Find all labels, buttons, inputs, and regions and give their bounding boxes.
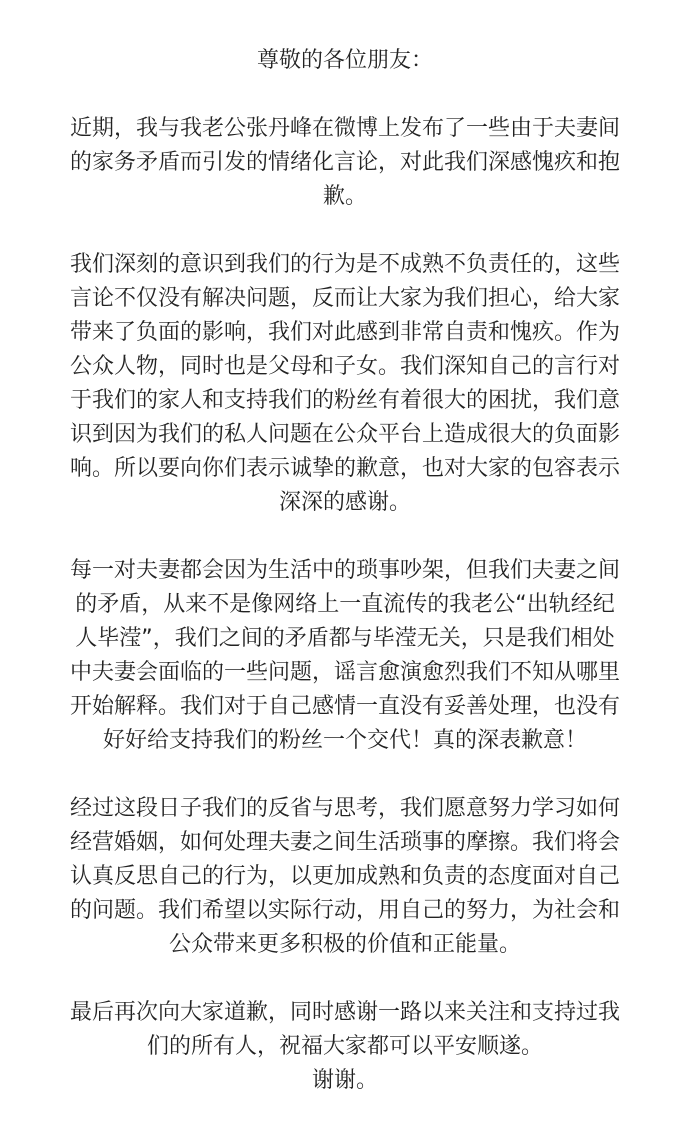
- text-line: 认真反思自己的行为，以更加成熟和负责的态度面对自己: [69, 864, 620, 889]
- paragraph-2: [34, 248, 656, 520]
- text-line: 深深的感谢。: [278, 490, 411, 515]
- text-line: 经过这段日子我们的反省与思考，我们愿意努力学习如何: [69, 796, 620, 821]
- text-line: 于我们的家人和支持我们的粉丝有着很大的困扰，我们意: [69, 388, 620, 413]
- text-line: 好好给支持我们的粉丝一个交代！真的深表歉意！: [102, 728, 587, 753]
- text-line: 带来了负面的影响，我们对此感到非常自责和愧疚。作为: [69, 320, 620, 345]
- text-line: 识到因为我们的私人问题在公众平台上造成很大的负面影: [69, 422, 620, 447]
- text-line: 中夫妻会面临的一些问题，谣言愈演愈烈我们不知从哪里: [69, 660, 620, 685]
- text-line: 近期，我与我老公张丹峰在微博上发布了一些由于夫妻间: [69, 116, 620, 141]
- text-line: 们的所有人，祝福大家都可以平安顺遂。: [146, 1034, 543, 1059]
- text-line: 的问题。我们希望以实际行动，用自己的努力，为社会和: [69, 898, 620, 923]
- text-line: 公众人物，同时也是父母和子女。我们深知自己的言行对: [69, 354, 620, 379]
- paragraph-4: [34, 792, 656, 962]
- text-line: 的家务矛盾而引发的情绪化言论，对此我们深感愧疚和抱: [69, 150, 620, 175]
- letter-greeting: 尊敬的各位朋友：: [256, 48, 433, 73]
- text-line: 歉。: [322, 184, 367, 209]
- text-line: 每一对夫妻都会因为生活中的琐事吵架，但我们夫妻之间: [69, 558, 620, 583]
- paragraph-1: [34, 112, 656, 214]
- text-line: 言论不仅没有解决问题，反而让大家为我们担心，给大家: [69, 286, 620, 311]
- paragraph-3: [34, 554, 656, 758]
- text-line: 我们深刻的意识到我们的行为是不成熟不负责任的，这些: [69, 252, 620, 277]
- text-line: 经营婚姻，如何处理夫妻之间生活琐事的摩擦。我们将会: [69, 830, 620, 855]
- text-line: 最后再次向大家道歉，同时感谢一路以来关注和支持过我: [69, 1000, 620, 1025]
- text-line: 人毕滢”，我们之间的矛盾都与毕滢无关，只是我们相处: [75, 626, 615, 651]
- text-line: 开始解释。我们对于自己感情一直没有妥善处理，也没有: [69, 694, 620, 719]
- text-line: 响。所以要向你们表示诚挚的歉意，也对大家的包容表示: [69, 456, 620, 481]
- closing-thanks: 谢谢。: [311, 1068, 378, 1093]
- paragraph-5: [34, 996, 656, 1098]
- apology-letter: [34, 44, 656, 1132]
- text-line: 的矛盾，从来不是像网络上一直流传的我老公“出轨经纪: [75, 592, 615, 617]
- text-line: 公众带来更多积极的价值和正能量。: [168, 932, 521, 957]
